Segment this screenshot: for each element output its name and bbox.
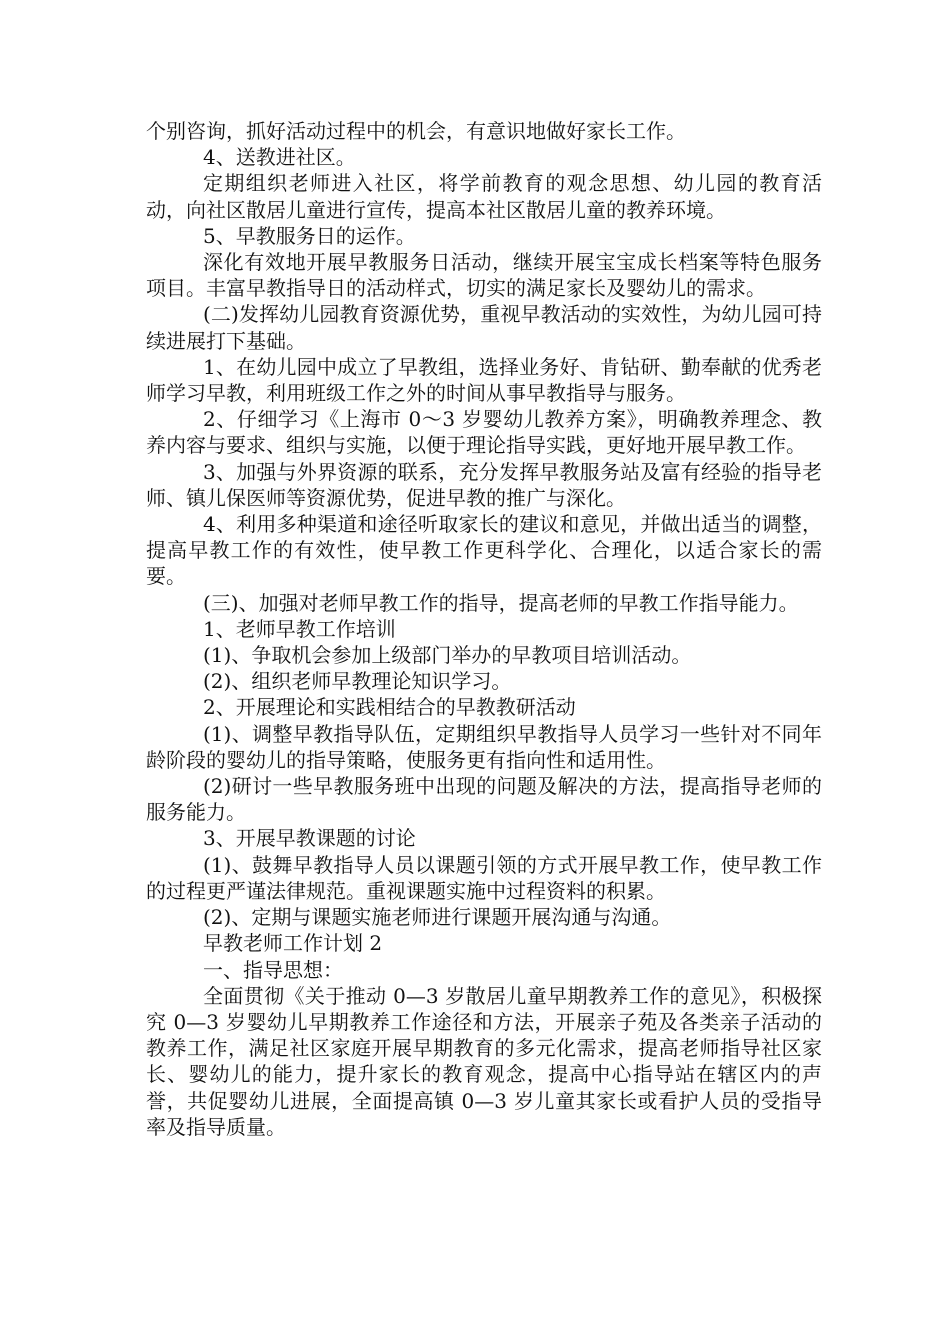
paragraph-13: (1)、争取机会参加上级部门举办的早教项目培训活动。 xyxy=(203,643,692,668)
paragraph-8: 2、仔细学习《上海市 0～3 岁婴幼儿教养方案》，明确教养理念、教养内容与要求、组织与实施，以便于理论指导实践，更好地开展早教工作。 xyxy=(146,407,822,458)
paragraph-17: (2)研讨一些早教服务班中出现的问题及解决的方法，提高指导老师的服务能力。 xyxy=(146,774,822,825)
paragraph-5: 深化有效地开展早教服务日活动，继续开展宝宝成长档案等特色服务项目。丰富早教指导日的活动样式，切实的满足家长及婴幼儿的需求。 xyxy=(146,250,822,301)
paragraph-6: (二)发挥幼儿园教育资源优势，重视早教活动的实效性，为幼儿园可持续进展打下基础。 xyxy=(146,302,822,353)
paragraph-19: (1)、鼓舞早教指导人员以课题引领的方式开展早教工作，使早教工作的过程更严谨法律规范。重视课题实施中过程资料的积累。 xyxy=(146,852,822,903)
paragraph-1: 个别咨询，抓好活动过程中的机会，有意识地做好家长工作。 xyxy=(146,119,686,143)
paragraph-4: 5、早教服务日的运作。 xyxy=(203,223,416,248)
paragraph-7: 1、在幼儿园中成立了早教组，选择业务好、肯钻研、勤奉献的优秀老师学习早教，利用班级工作之外的时间从事早教指导与服务。 xyxy=(146,354,822,406)
paragraph-12: 1、老师早教工作培训 xyxy=(203,616,396,641)
paragraph-18: 3、开展早教课题的讨论 xyxy=(203,826,416,851)
paragraph-14: (2)、组织老师早教理论知识学习。 xyxy=(203,669,512,694)
paragraph-9: 3、加强与外界资源的联系，充分发挥早教服务站及富有经验的指导老师、镇儿保医师等资源优势，促进早教的推广与深化。 xyxy=(146,459,822,510)
paragraph-3: 定期组织老师进入社区，将学前教育的观念思想、幼儿园的教育活动，向社区散居儿童进行宣传，提高本社区散居儿童的教养环境。 xyxy=(146,171,822,222)
paragraph-10: 4、利用多种渠道和途径听取家长的建议和意见，并做出适当的调整，提高早教工作的有效性，使早教工作更科学化、合理化，以适合家长的需要。 xyxy=(146,512,822,589)
paragraph-20: (2)、定期与课题实施老师进行课题开展沟通与沟通。 xyxy=(203,905,672,930)
paragraph-23: 全面贯彻《关于推动 0—3 岁散居儿童早期教养工作的意见》，积极探究 0—3 岁婴幼儿早期教养工作途径和方法，开展亲子苑及各类亲子活动的教养工作，满足社区家庭开展早期教育的多元化需求，提高老师指导社区家长、婴幼儿的能力，提升家长的教育观念，提高中心指导站在辖区内的声誉，共促婴幼儿进展，全面提高镇 0—3 岁儿童其家长或看护人员的受指导率及指导质量。 xyxy=(146,983,822,1139)
paragraph-11: (三)、加强对老师早教工作的指导，提高老师的早教工作指导能力。 xyxy=(203,590,799,615)
document-body xyxy=(146,118,822,1140)
subsection-heading: 一、指导思想： xyxy=(203,957,343,982)
paragraph-15: 2、开展理论和实践相结合的早教教研活动 xyxy=(203,695,576,720)
paragraph-2: 4、送教进社区。 xyxy=(203,145,356,170)
paragraph-16: (1)、调整早教指导队伍，定期组织早教指导人员学习一些针对不同年龄阶段的婴幼儿的指导策略，使服务更有指向性和适用性。 xyxy=(146,721,822,772)
section-heading: 早教老师工作计划 2 xyxy=(203,931,383,956)
